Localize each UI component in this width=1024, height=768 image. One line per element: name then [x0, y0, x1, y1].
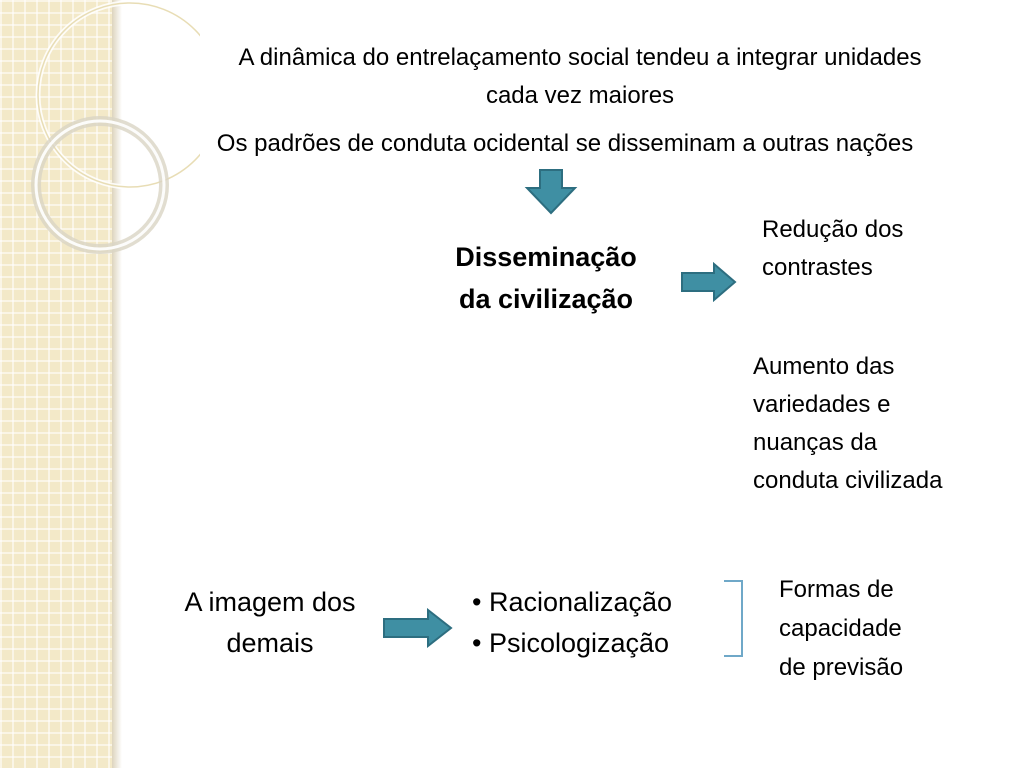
right-arrow-icon [680, 262, 738, 302]
right-bracket-icon [722, 578, 746, 660]
outcome-variety-line2: variedades e [753, 391, 891, 418]
forms-line3: de previsão [779, 654, 904, 681]
central-concept-line1: Disseminação [455, 242, 637, 272]
bullet-icon: • [472, 587, 489, 617]
bullet-icon: • [472, 628, 489, 658]
outcome-variety-line4: conduta civilizada [753, 467, 943, 494]
bullet-label: Psicologização [488, 628, 670, 658]
forms-line1: Formas de [779, 576, 894, 603]
outcome-variety-line1: Aumento das [753, 353, 895, 380]
image-of-others-line2: demais [226, 628, 314, 658]
down-arrow-icon [524, 168, 578, 216]
right-arrow-icon-lower [382, 608, 454, 648]
statement-text: Os padrões de conduta ocidental se disseminam a outras nações [216, 130, 914, 157]
intro-text-line1: A dinâmica do entrelaçamento social tendeu a integrar unidades [238, 44, 922, 71]
outcome-reduction-line1: Redução dos [762, 216, 904, 243]
bullet-label: Racionalização [488, 587, 673, 617]
bullet-item-rationalization [472, 586, 672, 620]
image-of-others-line1: A imagem dos [184, 587, 356, 617]
intro-text-line2: cada vez maiores [485, 82, 675, 109]
bullet-item-psychologization [472, 627, 669, 661]
forms-line2: capacidade [779, 615, 902, 642]
outcome-variety-line3: nuanças da [753, 429, 878, 456]
outcome-reduction-line2: contrastes [762, 254, 873, 281]
central-concept-line2: da civilização [458, 284, 634, 314]
